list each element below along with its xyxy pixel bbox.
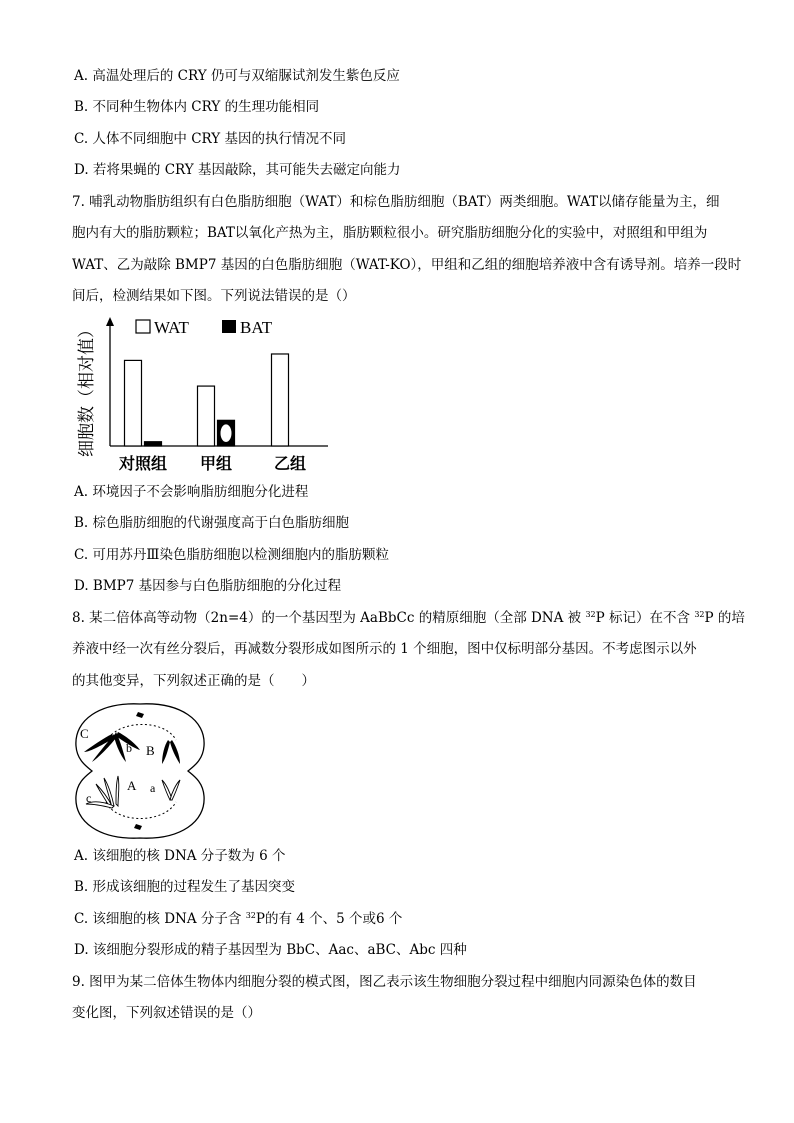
gene-label-b: b [126, 741, 132, 755]
q6-option-b: B. 不同种生物体内 CRY 的生理功能相同 [74, 99, 320, 115]
q7-stem-line-1: 7. 哺乳动物脂肪组织有白色脂肪细胞（WAT）和棕色脂肪细胞（BAT）两类细胞。WAT以储存能量为主，细 [72, 194, 720, 210]
x-tick-label-1: 甲组 [199, 454, 233, 473]
q8-option-d: D. 该细胞分裂形成的精子基因型为 BbC、Aac、aBC、Abc 四种 [74, 942, 467, 958]
q6-option-d: D. 若将果蝇的 CRY 基因敲除，其可能失去磁定向能力 [74, 162, 401, 178]
q7-option-b: B. 棕色脂肪细胞的代谢强度高于白色脂肪细胞 [74, 515, 350, 531]
gene-label-B: B [146, 743, 155, 758]
cell-membrane [76, 704, 204, 838]
q6-option-c: C. 人体不同细胞中 CRY 基因的执行情况不同 [74, 131, 347, 147]
q8-option-c: C. 该细胞的核 DNA 分子含 $^{32}$P的有 4 个、5 个或6 个 [74, 911, 403, 927]
bar-wat-2 [272, 354, 289, 446]
bar-bat-0 [145, 442, 162, 446]
q8-stem-line-1: 8. 某二倍体高等动物（2n=4）的一个基因型为 AaBbCc 的精原细胞（全部 DNA 被 $^{32}$P 标记）在不含 $^{32}$P 的培 [72, 610, 745, 626]
chromosome-upper-right [162, 740, 180, 764]
x-tick-label-2: 乙组 [273, 454, 307, 473]
q7-bar-chart [68, 313, 328, 483]
q7-option-d: D. BMP7 基因参与白色脂肪细胞的分化过程 [74, 578, 342, 594]
q7-option-c: C. 可用苏丹Ⅲ染色脂肪细胞以检测细胞内的脂肪颗粒 [74, 547, 389, 563]
centrosome-top-icon [136, 712, 144, 718]
q8-option-a: A. 该细胞的核 DNA 分子数为 6 个 [74, 848, 286, 864]
legend-label-wat: WAT [154, 318, 189, 337]
chromosome-lower-right [162, 780, 180, 800]
gene-label-c: c [86, 791, 92, 805]
q9-stem-line-2: 变化图，下列叙述错误的是（） [72, 1005, 261, 1021]
q8-stem-line-2: 养液中经一次有丝分裂后，再减数分裂形成如图所示的 1 个细胞，图中仅标明部分基因。不考虑图示以外 [72, 641, 697, 657]
y-axis-arrow-icon [106, 317, 114, 326]
q6-option-a: A. 高温处理后的 CRY 仍可与双缩脲试剂发生紫色反应 [74, 68, 400, 84]
gene-label-a-right: a [150, 781, 156, 795]
x-tick-label-0: 对照组 [118, 454, 168, 473]
q7-stem-line-3: WAT、乙为敲除 BMP7 基因的白色脂肪细胞（WAT-KO），甲组和乙组的细胞培养液中含有诱导剂。培养一段时 [72, 257, 742, 273]
q9-stem-line-1: 9. 图甲为某二倍体生物体内细胞分裂的模式图，图乙表示该生物细胞分裂过程中细胞内同源染色体的数目 [72, 974, 697, 990]
q8-stem-line-3: 的其他变异，下列叙述正确的是（ ） [72, 673, 315, 689]
gene-label-C: C [80, 726, 89, 741]
bar-bat-highlight-1 [221, 424, 232, 442]
y-axis-label: 细胞数（相对值） [77, 321, 97, 457]
legend-swatch-wat [136, 320, 150, 333]
q8-cell-diagram [70, 700, 210, 842]
q7-stem-line-2: 胞内有大的脂肪颗粒；BAT以氧化产热为主，脂肪颗粒很小。研究脂肪细胞分化的实验中，对照组和甲组为 [72, 225, 708, 241]
legend-swatch-bat [222, 320, 236, 333]
q7-option-a: A. 环境因子不会影响脂肪细胞分化进程 [74, 484, 309, 500]
legend-label-bat: BAT [240, 318, 273, 337]
q8-option-b: B. 形成该细胞的过程发生了基因突变 [74, 879, 296, 895]
bar-wat-0 [125, 360, 142, 446]
gene-label-A: A [127, 778, 137, 793]
q7-stem-line-4: 间后，检测结果如下图。下列说法错误的是（） [72, 288, 356, 304]
centrosome-bottom-icon [134, 824, 142, 830]
bar-wat-1 [198, 386, 215, 446]
